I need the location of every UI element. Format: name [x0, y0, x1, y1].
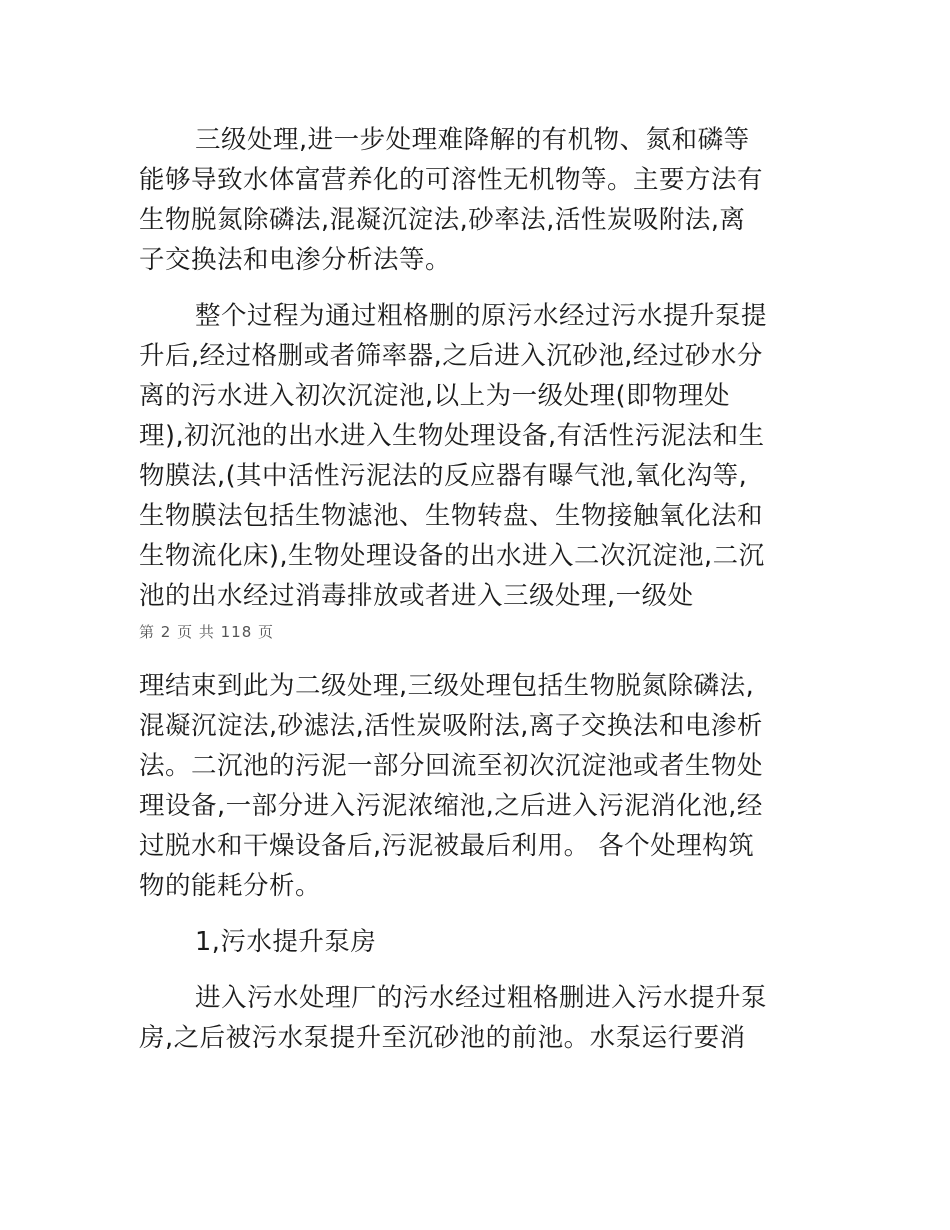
text-line: 进入污水处理厂的污水经过粗格删进入污水提升泵 [195, 983, 768, 1013]
text-line: 生物膜法包括生物滤池、生物转盘、生物接触氧化法和 [139, 501, 764, 531]
paragraph-process-continued [139, 666, 819, 906]
section-heading-pump-house [139, 922, 819, 962]
section-heading: 1,污水提升泵房 [195, 927, 377, 957]
text-line: 理),初沉池的出水进入生物处理设备,有活性污泥法和生 [139, 421, 765, 451]
text-line: 整个过程为通过粗格删的原污水经过污水提升泵提 [195, 301, 768, 331]
text-line: 理设备,一部分进入污泥浓缩池,之后进入污泥消化池,经 [139, 791, 763, 821]
paragraph-pump-house [139, 978, 819, 1058]
text-line: 法。二沉池的污泥一部分回流至初次沉淀池或者生物处 [139, 751, 764, 781]
text-line: 离的污水进入初次沉淀池,以上为一级处理(即物理处 [139, 381, 731, 411]
text-line: 池的出水经过消毒排放或者进入三级处理,一级处 [139, 581, 694, 611]
paragraph-process-overview [139, 296, 819, 616]
text-line: 物的能耗分析。 [139, 871, 322, 901]
text-line: 物膜法,(其中活性污泥法的反应器有曝气池,氧化沟等, [139, 461, 748, 491]
document-page [139, 120, 819, 1074]
text-line: 理结束到此为二级处理,三级处理包括生物脱氮除磷法, [139, 671, 755, 701]
text-line: 能够导致水体富营养化的可溶性无机物等。主要方法有 [139, 165, 764, 195]
text-line: 过脱水和干燥设备后,污泥被最后利用。 各个处理构筑 [139, 831, 755, 861]
text-line: 子交换法和电渗分析法等。 [139, 245, 452, 275]
paragraph-tertiary-treatment [139, 120, 819, 280]
text-line: 房,之后被污水泵提升至沉砂池的前池。水泵运行要消 [139, 1023, 746, 1053]
text-line: 三级处理,进一步处理难降解的有机物、氮和磷等 [195, 125, 750, 155]
page-footer: 第 2 页 共 118 页 [139, 623, 275, 641]
text-line: 生物流化床),生物处理设备的出水进入二次沉淀池,二沉 [139, 541, 765, 571]
text-line: 升后,经过格删或者筛率器,之后进入沉砂池,经过砂水分 [139, 341, 763, 371]
text-line: 生物脱氮除磷法,混凝沉淀法,砂率法,活性炭吸附法,离 [139, 205, 746, 235]
text-line: 混凝沉淀法,砂滤法,活性炭吸附法,离子交换法和电渗析 [139, 711, 763, 741]
